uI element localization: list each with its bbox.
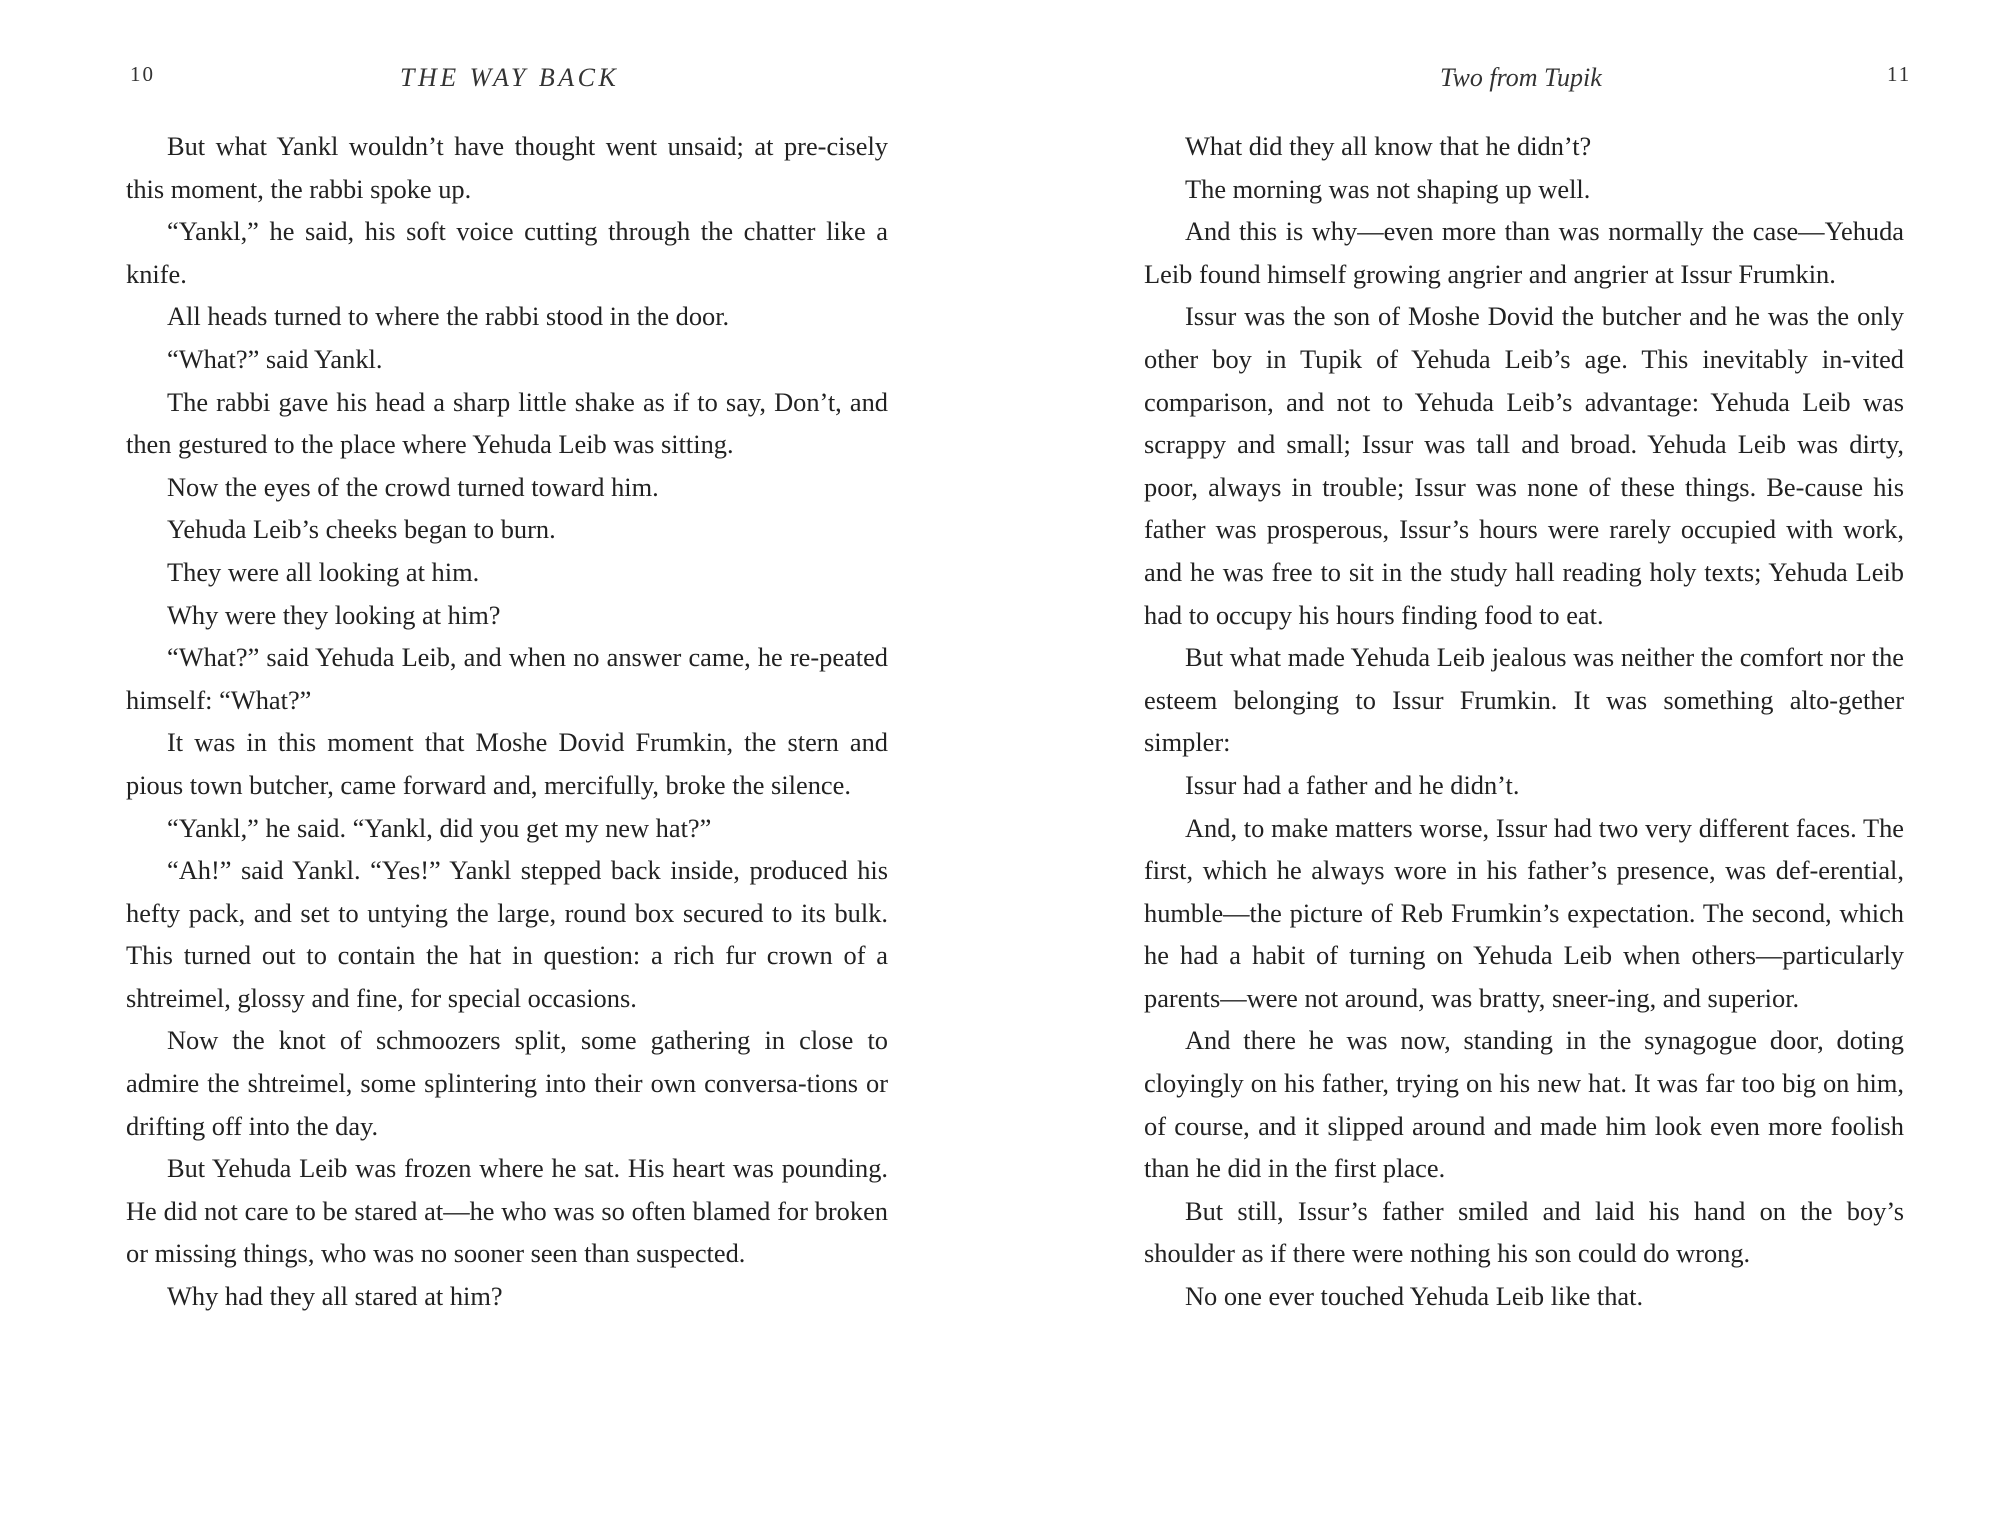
paragraph: But what made Yehuda Leib jealous was neither the comfort nor the esteem belonging to Issur Frumkin. It was something alto-gether simpler: [1144,642,1904,758]
paragraph: The morning was not shaping up well. [1185,173,1591,204]
body-text [126,125,888,1318]
paragraph: “What?” said Yehuda Leib, and when no answer came, he re-peated himself: “What?” [126,642,888,715]
paragraph: “Ah!” said Yankl. “Yes!” Yankl stepped back inside, produced his hefty pack, and set to untying the large, round box secured to its bulk. This turned out to contain the hat in question: a rich fur crown of a shtreimel, glossy and fine, for special occasions. [126,855,888,1013]
paragraph: The rabbi gave his head a sharp little shake as if to say, Don’t, and then gestured to the place where Yehuda Leib was sitting. [126,386,888,460]
paragraph: They were all looking at him. [167,556,480,587]
paragraph: But what Yankl wouldn’t have thought went unsaid; at pre-cisely this moment, the rabbi spoke up. [126,131,888,204]
paragraph: Why had they all stared at him? [167,1281,503,1312]
paragraph: But still, Issur’s father smiled and laid his hand on the boy’s shoulder as if there were nothing his son could do wrong. [1144,1195,1904,1269]
paragraph: Yehuda Leib’s cheeks began to burn. [167,514,556,545]
running-head: THE WAY BACK [400,63,620,92]
page-number: 11 [1887,62,1912,86]
page-number: 10 [130,62,155,86]
paragraph: And there he was now, standing in the synagogue door, doting cloyingly on his father, trying on his new hat. It was far too big on him, of course, and it slipped around and made him look even more foolish than he did in the first place. [1144,1025,1904,1184]
body-text [1144,125,1904,1318]
paragraph: And this is why—even more than was normally the case—Yehuda Leib found himself growing angrier and angrier at Issur Frumkin. [1144,216,1904,289]
paragraph: But Yehuda Leib was frozen where he sat. His heart was pounding. He did not care to be stared at—he who was so often blamed for broken or missing things, who was no sooner seen than suspected. [126,1153,888,1269]
paragraph: It was in this moment that Moshe Dovid Frumkin, the stern and pious town butcher, came forward and, mercifully, broke the silence. [126,727,888,800]
paragraph: Issur was the son of Moshe Dovid the butcher and he was the only other boy in Tupik of Yehuda Leib’s age. This inevitably in-vited comparison, and not to Yehuda Leib’s advantage: Yehuda Leib was scrappy and small; Issur was tall and broad. Yehuda Leib was dirty, poor, always in trouble; Issur was none of these things. Be-cause his father was prosperous, Issur’s hours were rarely occupied with work, and he was free to sit in the study hall reading holy texts; Yehuda Leib had to occupy his hours finding food to eat. [1144,301,1904,630]
paragraph: “What?” said Yankl. [167,343,383,374]
paragraph: “Yankl,” he said. “Yankl, did you get my new hat?” [167,812,712,843]
paragraph: Now the eyes of the crowd turned toward him. [167,471,659,502]
paragraph: Why were they looking at him? [167,599,501,630]
paragraph: Issur had a father and he didn’t. [1185,769,1520,800]
paragraph: And, to make matters worse, Issur had two very different faces. The first, which he always wore in his father’s presence, was def-erential, humble—the picture of Reb Frumkin’s expectation. The second, which he had a habit of turning on Yehuda Leib when others—particularly parents—were not around, was bratty, sneer-ing, and superior. [1144,812,1904,1013]
paragraph: “Yankl,” he said, his soft voice cutting through the chatter like a knife. [126,216,888,289]
paragraph: Now the knot of schmoozers split, some gathering in close to admire the shtreimel, some splintering into their own conversa-tions or drifting off into the day. [126,1025,888,1141]
running-head: Two from Tupik [1440,63,1602,92]
paragraph: All heads turned to where the rabbi stood in the door. [167,301,730,332]
right-page [1000,0,2000,1539]
paragraph: No one ever touched Yehuda Leib like that. [1185,1281,1644,1312]
paragraph: What did they all know that he didn’t? [1185,131,1592,161]
